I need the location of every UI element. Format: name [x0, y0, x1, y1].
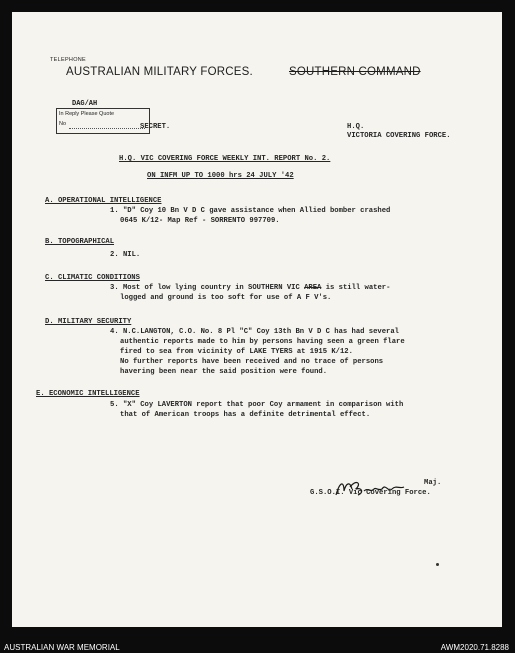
handwritten-reference: DAG/AH — [72, 100, 98, 108]
section-a-line: 1. "D" Coy 10 Bn V D C gave assistance when Allied bomber crashed — [110, 207, 391, 215]
section-e-heading: E. ECONOMIC INTELLIGENCE — [36, 390, 140, 398]
from-hq: H.Q. — [347, 123, 365, 131]
ink-mark — [436, 563, 439, 566]
section-c-text-start: 3. Most of low lying country in SOUTHERN VIC — [110, 284, 305, 292]
section-d-line: authentic reports made to him by persons having seen a green flare — [120, 338, 405, 346]
signatory-rank: Maj. — [424, 479, 442, 487]
section-d-line: 4. N.C.LANGTON, C.O. No. 8 Pl "C" Coy 13th Bn V D C has had several — [110, 328, 399, 336]
from-unit: VICTORIA COVERING FORCE. — [347, 132, 451, 140]
signatory-title: G.S.O.I. Vic Covering Force. — [310, 489, 431, 497]
telephone-label: TELEPHONE — [50, 57, 87, 63]
reply-reference-box — [56, 108, 150, 134]
struck-command-name: SOUTHERN COMMAND — [289, 66, 421, 78]
archive-credit: AUSTRALIAN WAR MEMORIAL — [4, 643, 120, 652]
reply-label: In Reply Please Quote — [59, 111, 115, 117]
reply-number-line — [69, 128, 145, 129]
section-d-line: fired to sea from vicinity of LAKE TYERS at 1915 K/12. — [120, 348, 353, 356]
document-page — [12, 12, 502, 627]
section-d-heading: D. MILITARY SECURITY — [45, 318, 132, 326]
section-d-line: No further reports have been received and no trace of persons — [120, 358, 384, 366]
section-c-text-end: is still water- — [321, 284, 391, 292]
report-title: H.Q. VIC COVERING FORCE WEEKLY INT. REPORT No. 2. — [119, 155, 331, 163]
archive-accession-number: AWM2020.71.8288 — [440, 643, 509, 652]
reply-number-label: No — [59, 121, 67, 127]
classification: SECRET. — [140, 123, 171, 131]
report-date: ON INFM UP TO 1000 hrs 24 JULY '42 — [147, 172, 294, 180]
section-c-line — [110, 284, 390, 292]
letterhead-title: AUSTRALIAN MILITARY FORCES. — [66, 66, 253, 78]
section-d-line: havering been near the said position were found. — [120, 368, 328, 376]
struck-word: AREA — [304, 284, 322, 292]
section-b-heading: B. TOPOGRAPHICAL — [45, 238, 115, 246]
section-c-line: logged and ground is too soft for use of A F V's. — [120, 294, 332, 302]
section-e-line: that of American troops has a definite detrimental effect. — [120, 411, 371, 419]
section-a-heading: A. OPERATIONAL INTELLIGENCE — [45, 197, 162, 205]
section-a-line: 0645 K/12- Map Ref - SORRENTO 997709. — [120, 217, 280, 225]
section-e-line: 5. "X" Coy LAVERTON report that poor Coy armament in comparison with — [110, 401, 404, 409]
section-b-line: 2. NIL. — [110, 251, 141, 259]
section-c-heading: C. CLIMATIC CONDITIONS — [45, 274, 140, 282]
